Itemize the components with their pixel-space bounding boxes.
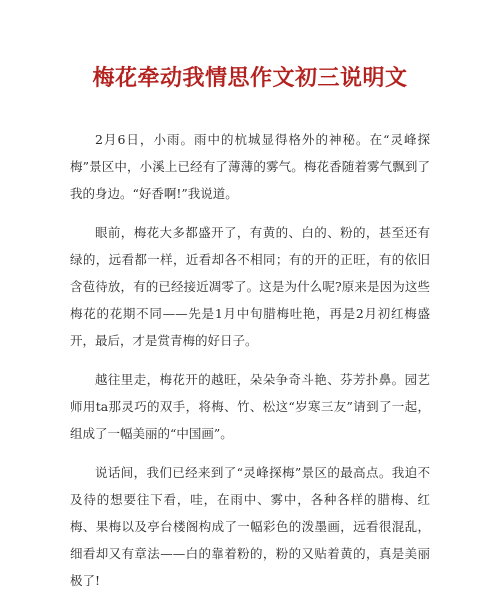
- paragraph-3: 越往里走，梅花开的越旺，朵朵争奇斗艳、芬芳扑鼻。园艺师用ta那灵巧的双手，将梅、竹、松这“岁寒三友”请到了一起，组成了一幅美丽的“中国画”。: [70, 372, 430, 441]
- paragraph-4: 说话间，我们已经来到了“灵峰探梅”景区的最高点。我迫不及待的想要往下看，哇，在雨中、雾中，各种各样的腊梅、红梅、果梅以及亭台楼阁构成了一幅彩色的泼墨画，远看很混乱，细看却又有章法——白的靠着粉的，粉的又贴着黄的，真是美丽极了!: [70, 465, 430, 588]
- paragraph-1: 2月6日，小雨。雨中的杭城显得格外的神秘。在“灵峰探梅”景区中，小溪上已经有了薄薄的雾气。梅花香随着雾气飘到了我的身边。“好香啊!”我说道。: [70, 132, 430, 201]
- document-title: 梅花牵动我情思作文初三说明文: [92, 66, 408, 91]
- article-body: [70, 126, 430, 606]
- paragraph-2: 眼前，梅花大多都盛开了，有黄的、白的、粉的，甚至还有绿的，远看都一样，近看却各不相同；有的开的正旺，有的依旧含苞待放，有的已经接近凋零了。这是为什么呢?原来是因为这些梅花的花期不同——先是1月中旬腊梅吐艳，再是2月初红梅盛开，最后，才是赏青梅的好日子。: [70, 225, 430, 348]
